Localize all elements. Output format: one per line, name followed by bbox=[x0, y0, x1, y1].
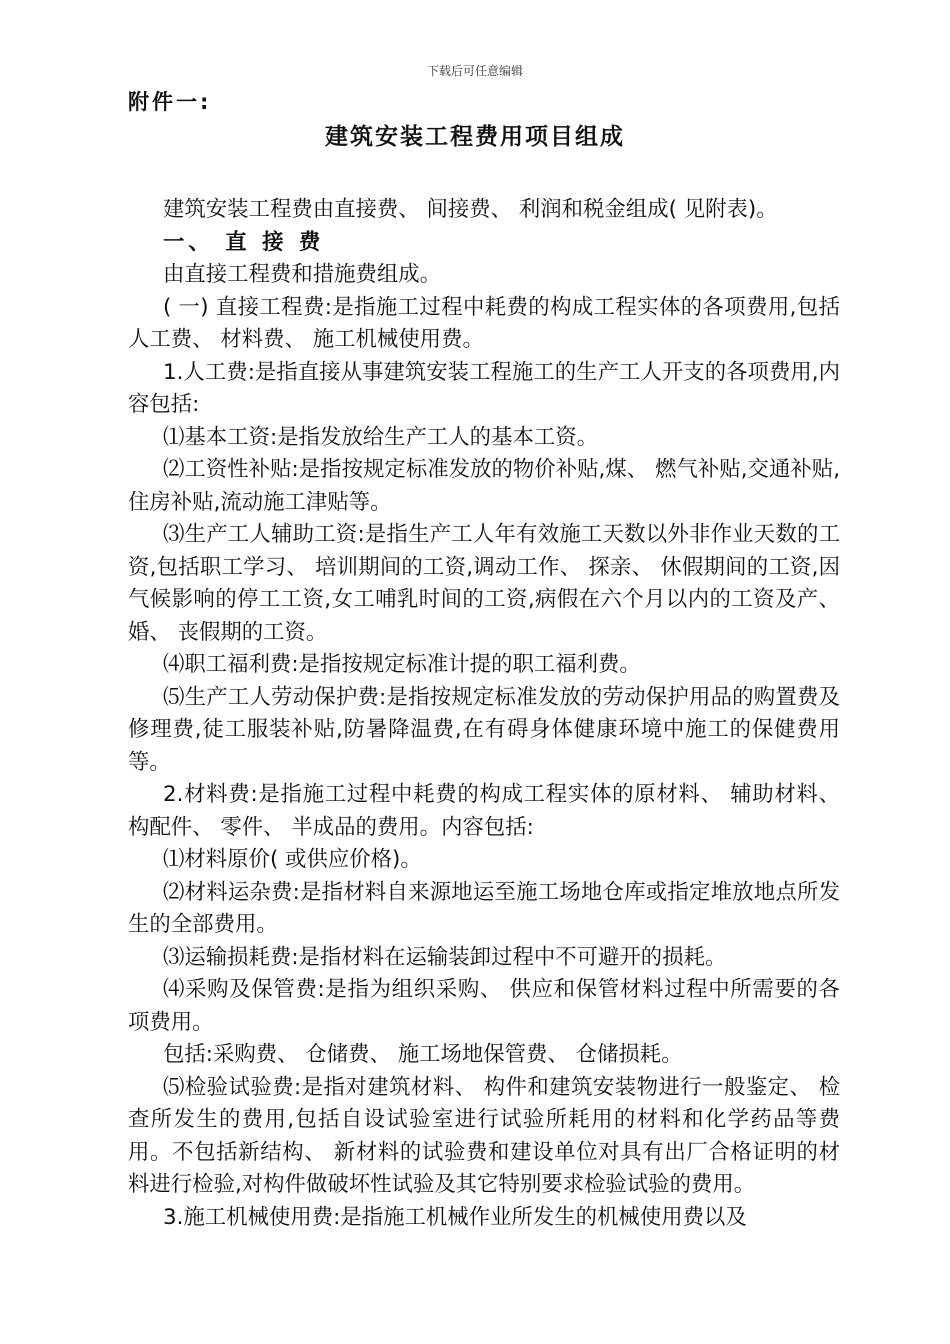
paragraph: 3.施工机械使用费:是指施工机械作业所发生的机械使用费以及 bbox=[163, 1204, 747, 1230]
paragraph: 1.人工费:是指直接从事建筑安装工程施工的生产工人开支的各项费用,内容包括: bbox=[128, 359, 840, 417]
paragraph: 包括:采购费、 仓储费、 施工场地保管费、 仓储损耗。 bbox=[163, 1042, 683, 1067]
paragraph: ⑸生产工人劳动保护费:是指按规定标准发放的劳动保护用品的购置费及修理费,徒工服装补贴,防暑降温费,在有碍身体健康环境中施工的保健费用等。 bbox=[128, 684, 840, 775]
paragraph: ⑷采购及保管费:是指为组织采购、 供应和保管材料过程中所需要的各项费用。 bbox=[128, 977, 840, 1035]
header-note: 下载后可任意编辑 bbox=[426, 64, 523, 78]
document-body bbox=[128, 194, 840, 1234]
document-title: 建筑安装工程费用项目组成 bbox=[325, 124, 625, 150]
paragraph: ⑶运输损耗费:是指材料在运输装卸过程中不可避开的损耗。 bbox=[163, 944, 727, 970]
paragraph: ⑶生产工人辅助工资:是指生产工人年有效施工天数以外非作业天数的工资,包括职工学习、 培训期间的工资,调动工作、 探亲、 休假期间的工资,因气候影响的停工工资,女工哺乳时间的工资,病假在六个月以内的工资及产、 婚、 丧假期的工资。 bbox=[128, 522, 840, 645]
paragraph: 由直接工程费和措施费组成。 bbox=[163, 262, 442, 287]
paragraph-intro: 建筑安装工程费由直接费、 间接费、 利润和税金组成( 见附表)。 bbox=[163, 197, 778, 222]
section-heading-direct-cost: 一、 直 接 费 bbox=[163, 229, 325, 255]
paragraph: ⑷职工福利费:是指按规定标准计提的职工福利费。 bbox=[163, 652, 641, 677]
paragraph: 2.材料费:是指施工过程中耗费的构成工程实体的原材料、 辅助材料、 构配件、 零件、 半成品的费用。内容包括: bbox=[128, 782, 840, 840]
paragraph: ⑴材料原价( 或供应价格)。 bbox=[163, 847, 422, 872]
paragraph: ⑵工资性补贴:是指按规定标准发放的物价补贴,煤、 燃气补贴,交通补贴,住房补贴,流动施工津贴等。 bbox=[128, 457, 840, 515]
paragraph: ⑸检验试验费:是指对建筑材料、 构件和建筑安装物进行一般鉴定、 检查所发生的费用,包括自设试验室进行试验所耗用的材料和化学药品等费用。不包括新结构、 新材料的试验费和建设单位对具有出厂合格证明的材料进行检验,对构件做破坏性试验及其它特别要求检验试验的费用。 bbox=[128, 1074, 840, 1197]
paragraph: ( 一) 直接工程费:是指施工过程中耗费的构成工程实体的各项费用,包括人工费、 材料费、 施工机械使用费。 bbox=[128, 294, 840, 352]
paragraph: ⑵材料运杂费:是指材料自来源地运至施工场地仓库或指定堆放地点所发生的全部费用。 bbox=[128, 879, 840, 937]
paragraph: ⑴基本工资:是指发放给生产工人的基本工资。 bbox=[163, 424, 599, 450]
attachment-label: 附件一: bbox=[128, 90, 212, 114]
